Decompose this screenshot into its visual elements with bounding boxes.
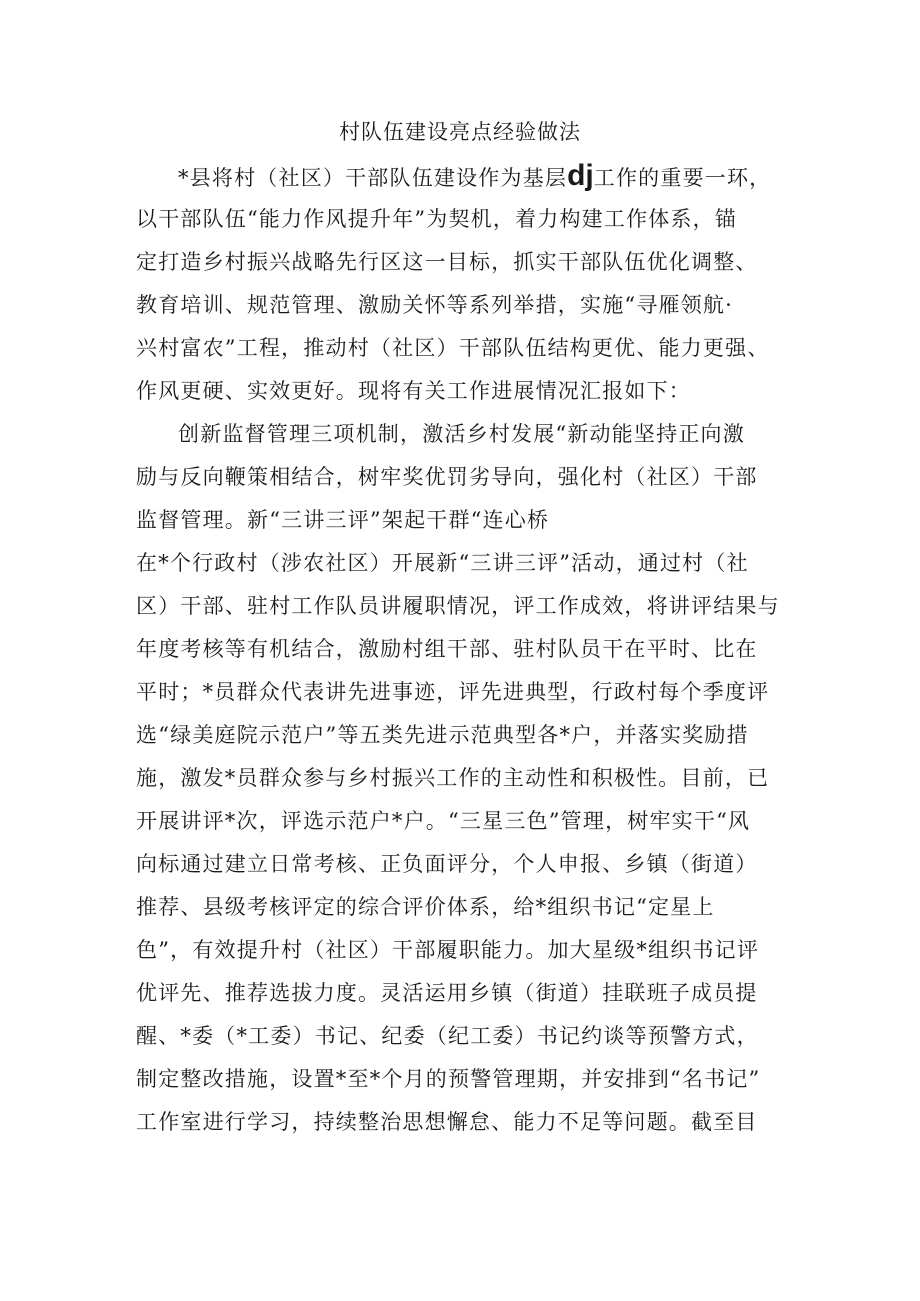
- paragraph-1-line-2: 以干部队伍“能力作风提升年”为契机，着力构建工作体系，锚: [136, 207, 738, 231]
- paragraph-3-line-12: 醒、*委（*工委）书记、纪委（纪工委）书记约谈等预警方式，: [136, 1024, 759, 1048]
- paragraph-1-line-5: 兴村富农”工程，推动村（社区）干部队伍结构更优、能力更强、: [136, 336, 770, 360]
- paragraph-3-line-11: 优评先、推荐选拔力度。灵活运用乡镇（街道）挂联班子成员提: [136, 981, 758, 1005]
- paragraph-1-line-1: [178, 159, 772, 192]
- paragraph-3-line-5: 选“绿美庭院示范户”等五类先进示范典型各*户，并落实奖励措: [136, 723, 749, 747]
- paragraph-2-line-2: 励与反向鞭策相结合，树牢奖优罚劣导向，强化村（社区）干部: [136, 465, 758, 489]
- paragraph-2-line-1: 创新监督管理三项机制，激活乡村发展“新动能坚持正向激: [178, 422, 745, 446]
- paragraph-3-line-14: 工作室进行学习，持续整治思想懈怠、能力不足等问题。截至目: [136, 1110, 758, 1134]
- paragraph-3-line-1: 在*个行政村（涉农社区）开展新“三讲三评”活动，通过村（社: [136, 551, 749, 575]
- paragraph-3-line-6: 施，激发*员群众参与乡村振兴工作的主动性和积极性。目前，已: [136, 766, 770, 790]
- paragraph-3-line-3: 年度考核等有机结合，激励村组干部、驻村队员干在平时、比在: [136, 637, 758, 661]
- text-run: 工作的重要一环，: [593, 166, 772, 190]
- text-run-dj: dj: [567, 159, 594, 192]
- paragraph-1-line-6: 作风更硬、实效更好。现将有关工作进展情况汇报如下：: [136, 379, 691, 403]
- paragraph-3-line-10: 色”，有效提升村（社区）干部履职能力。加大星级*组织书记评: [136, 938, 760, 962]
- paragraph-2-line-3: 监督管理。新“三讲三评”架起干群“连心桥: [136, 508, 550, 532]
- paragraph-3-line-9: 推荐、县级考核评定的综合评价体系，给*组织书记“定星上: [136, 895, 715, 919]
- paragraph-1-line-3: 定打造乡村振兴战略先行区这一目标，抓实干部队伍优化调整、: [136, 250, 758, 274]
- document-title: 村队伍建设亮点经验做法: [339, 120, 581, 144]
- paragraph-1-line-4: 教育培训、规范管理、激励关怀等系列举措，实施“寻雁领航·: [136, 293, 734, 317]
- paragraph-3-line-4: 平时；*员群众代表讲先进事迹，评先进典型，行政村每个季度评: [136, 680, 770, 704]
- paragraph-3-line-2: 区）干部、驻村工作队员讲履职情况，评工作成效，将讲评结果与: [136, 594, 780, 618]
- paragraph-3-line-13: 制定整改措施，设置*至*个月的预警管理期，并安排到“名书记”: [136, 1067, 761, 1091]
- text-run: *县将村（社区）干部队伍建设作为基层: [178, 166, 568, 190]
- paragraph-3-line-8: 向标通过建立日常考核、正负面评分，个人申报、乡镇（街道）: [136, 852, 758, 876]
- paragraph-3-line-7: 开展讲评*次，评选示范户*户。“三星三色”管理，树牢实干“风: [136, 809, 751, 833]
